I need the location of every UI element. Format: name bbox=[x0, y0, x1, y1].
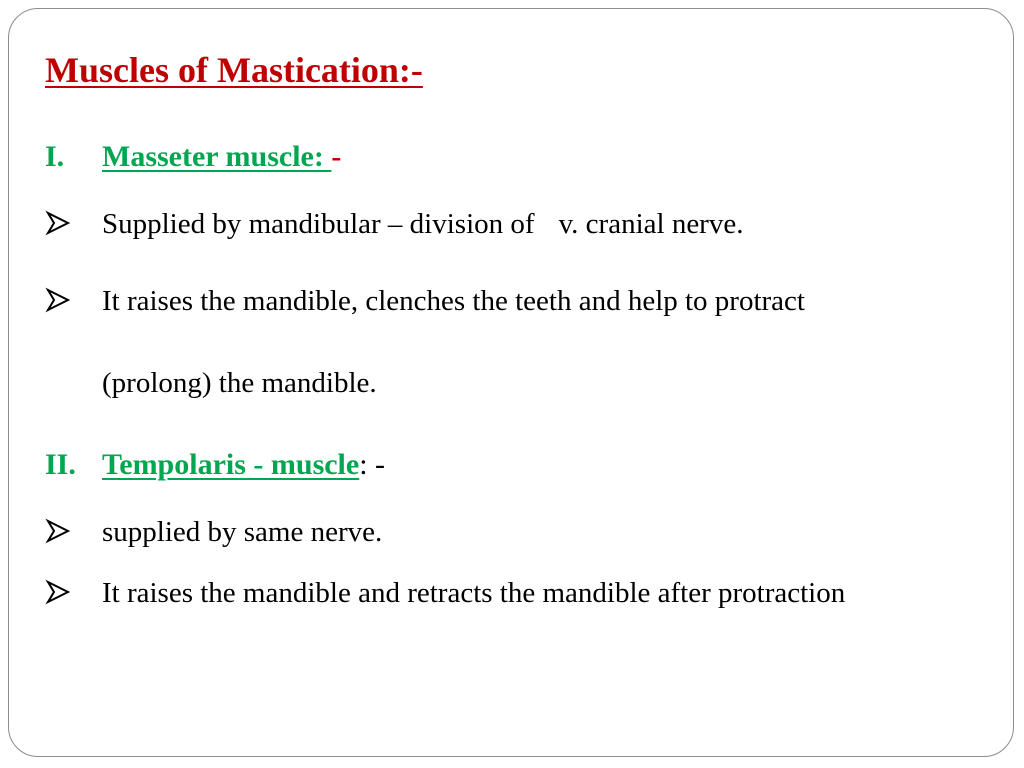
section-suffix: : - bbox=[359, 448, 386, 481]
arrowhead-bullet-icon bbox=[45, 286, 71, 314]
section-numeral: II. bbox=[45, 448, 76, 481]
section-suffix: - bbox=[331, 140, 342, 173]
bullet-text-part1: Supplied by mandibular – division of bbox=[102, 208, 535, 240]
bullet-text: supplied by same nerve. bbox=[102, 516, 383, 548]
section-name: Tempolaris - muscle bbox=[102, 448, 360, 481]
arrowhead-bullet-icon bbox=[45, 517, 71, 545]
arrowhead-bullet-icon bbox=[45, 209, 71, 237]
arrowhead-bullet-icon bbox=[45, 578, 71, 606]
section-heading-text bbox=[102, 140, 341, 174]
bullet-text-part2: v. cranial nerve. bbox=[558, 208, 744, 240]
bullet-text: It raises the mandible, clenches the teeth and help to protract bbox=[102, 285, 805, 317]
bullet-continuation: (prolong) the mandible. bbox=[102, 367, 377, 399]
section-numeral: I. bbox=[45, 140, 65, 173]
bullet-text bbox=[102, 207, 743, 241]
section-name: Masseter muscle: bbox=[102, 140, 332, 173]
bullet-text: It raises the mandible and retracts the mandible after protraction bbox=[102, 577, 846, 609]
slide-title: Muscles of Mastication:- bbox=[45, 50, 423, 90]
section-heading-text bbox=[102, 448, 385, 482]
